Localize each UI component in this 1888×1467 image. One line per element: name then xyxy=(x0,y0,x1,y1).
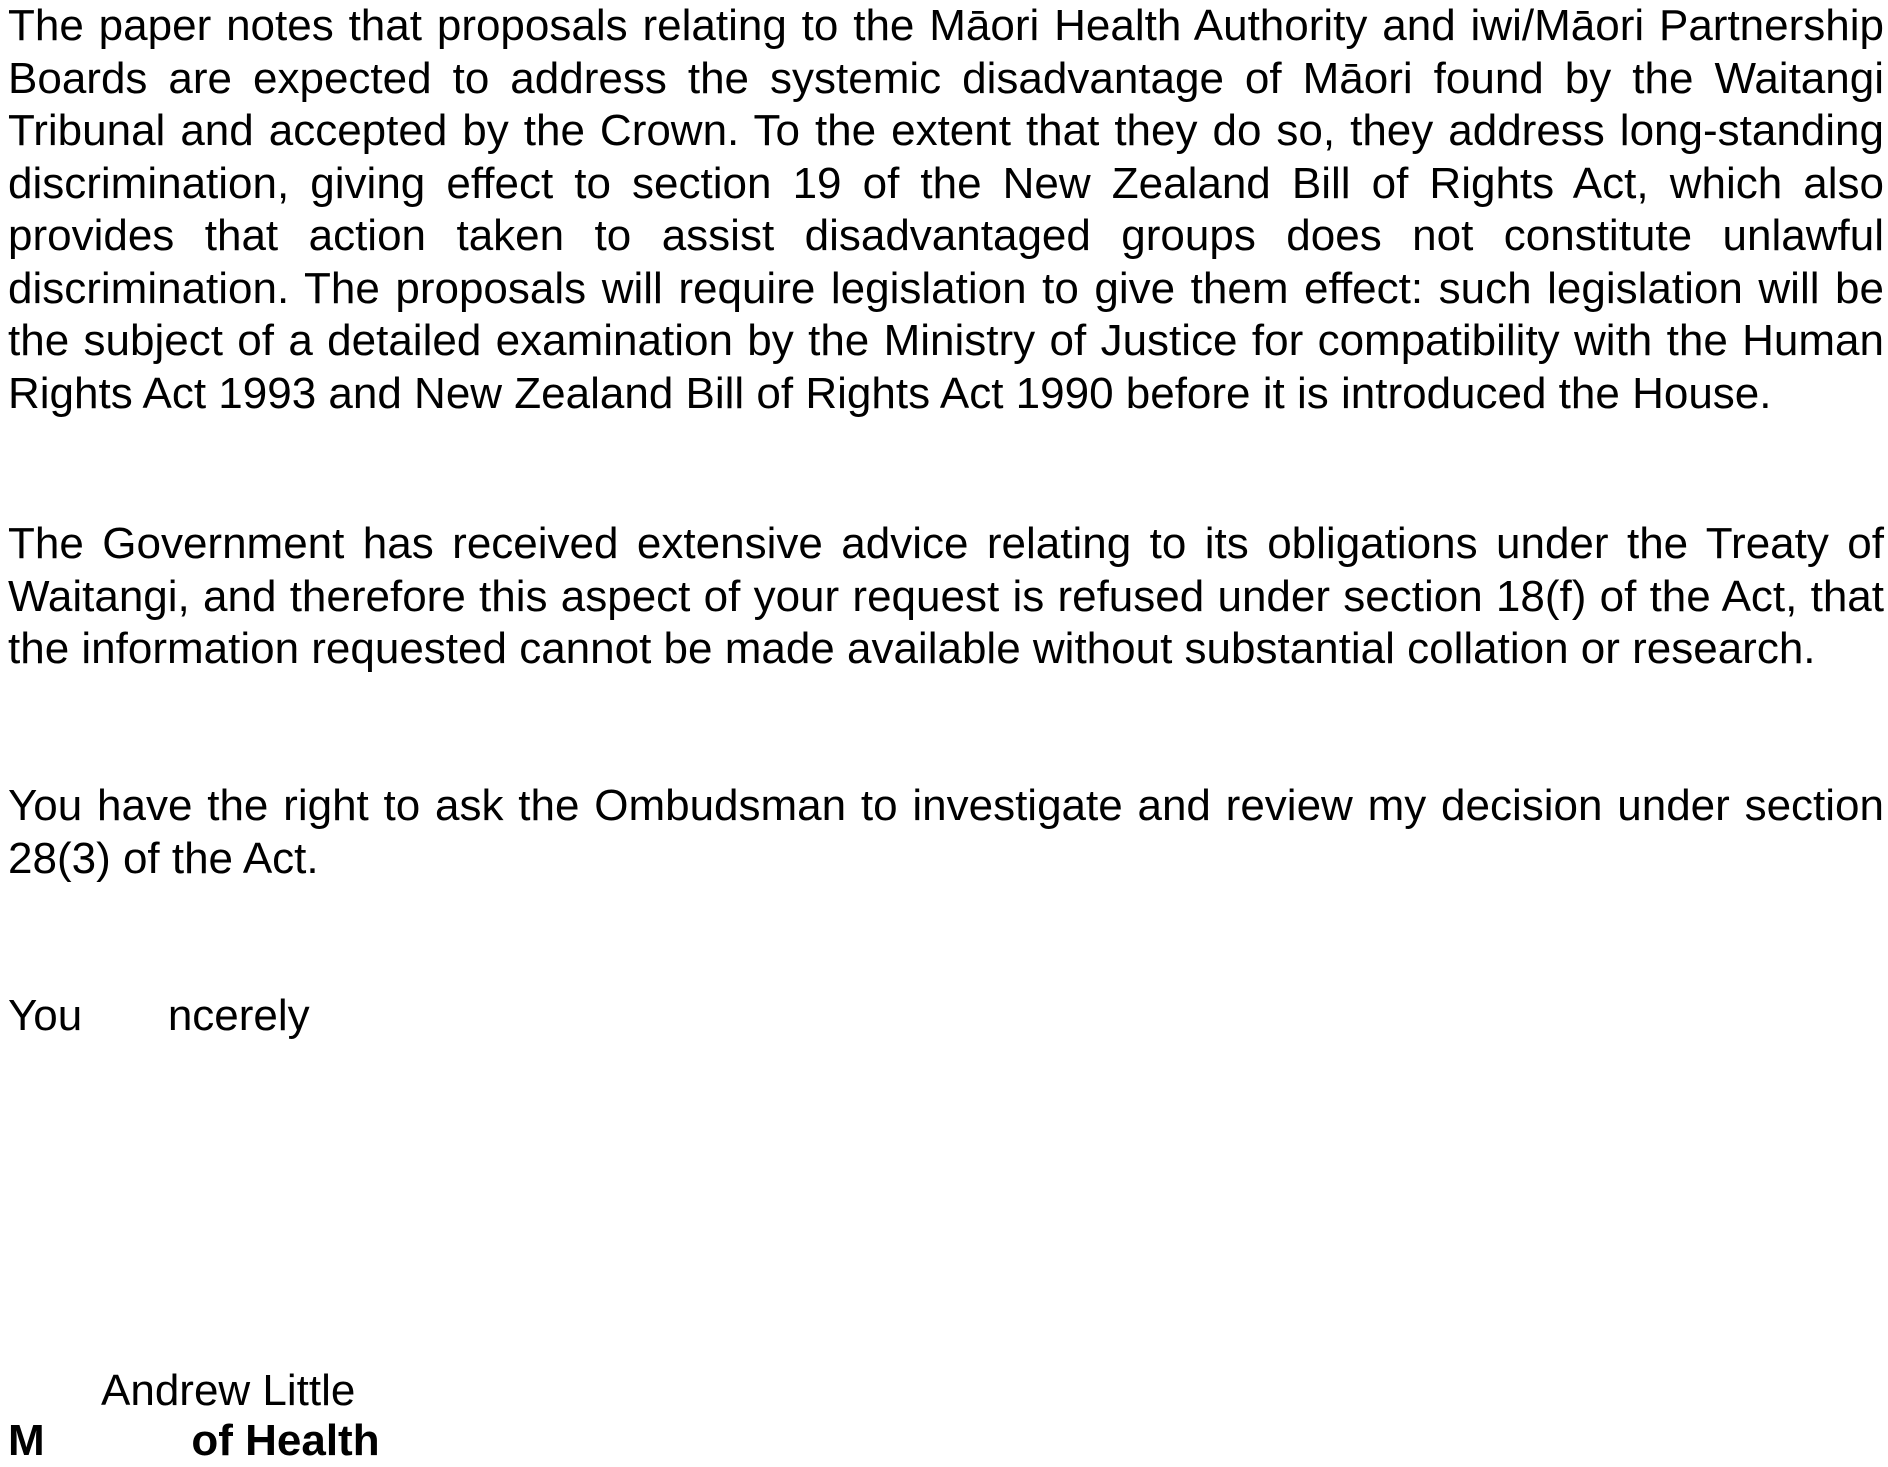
signer-name: Andrew Little xyxy=(101,1366,356,1415)
paragraph-ombudsman-right: You have the right to ask the Ombudsman to investigate and review my decision under section 28(3) of the Act. xyxy=(8,781,1884,883)
closing-salutation: You ncerely xyxy=(8,991,310,1040)
signer-title: M of Health xyxy=(8,1416,380,1465)
paragraph-maori-health-authority: The paper notes that proposals relating to the Māori Health Authority and iwi/Māori Partnership Boards are expected to address the systemic disadvantage of Māori found by the Waitangi Tribunal and accepted by the Crown. To the extent that they do so, they address long-standing discrimination, giving effect to section 19 of the New Zealand Bill of Rights Act, which also provides that action taken to assist disadvantaged groups does not constitute unlawful discrimination. The proposals will require legislation to give them effect: such legislation will be the subject of a detailed examination by the Ministry of Justice for compatibility with the Human Rights Act 1993 and New Zealand Bill of Rights Act 1990 before it is introduced the House. xyxy=(8,1,1884,418)
paragraph-treaty-advice-refusal: The Government has received extensive advice relating to its obligations under the Treaty of Waitangi, and therefore this aspect of your request is refused under section 18(f) of the Act, that the information requested cannot be made available without substantial collation or research. xyxy=(8,519,1884,673)
